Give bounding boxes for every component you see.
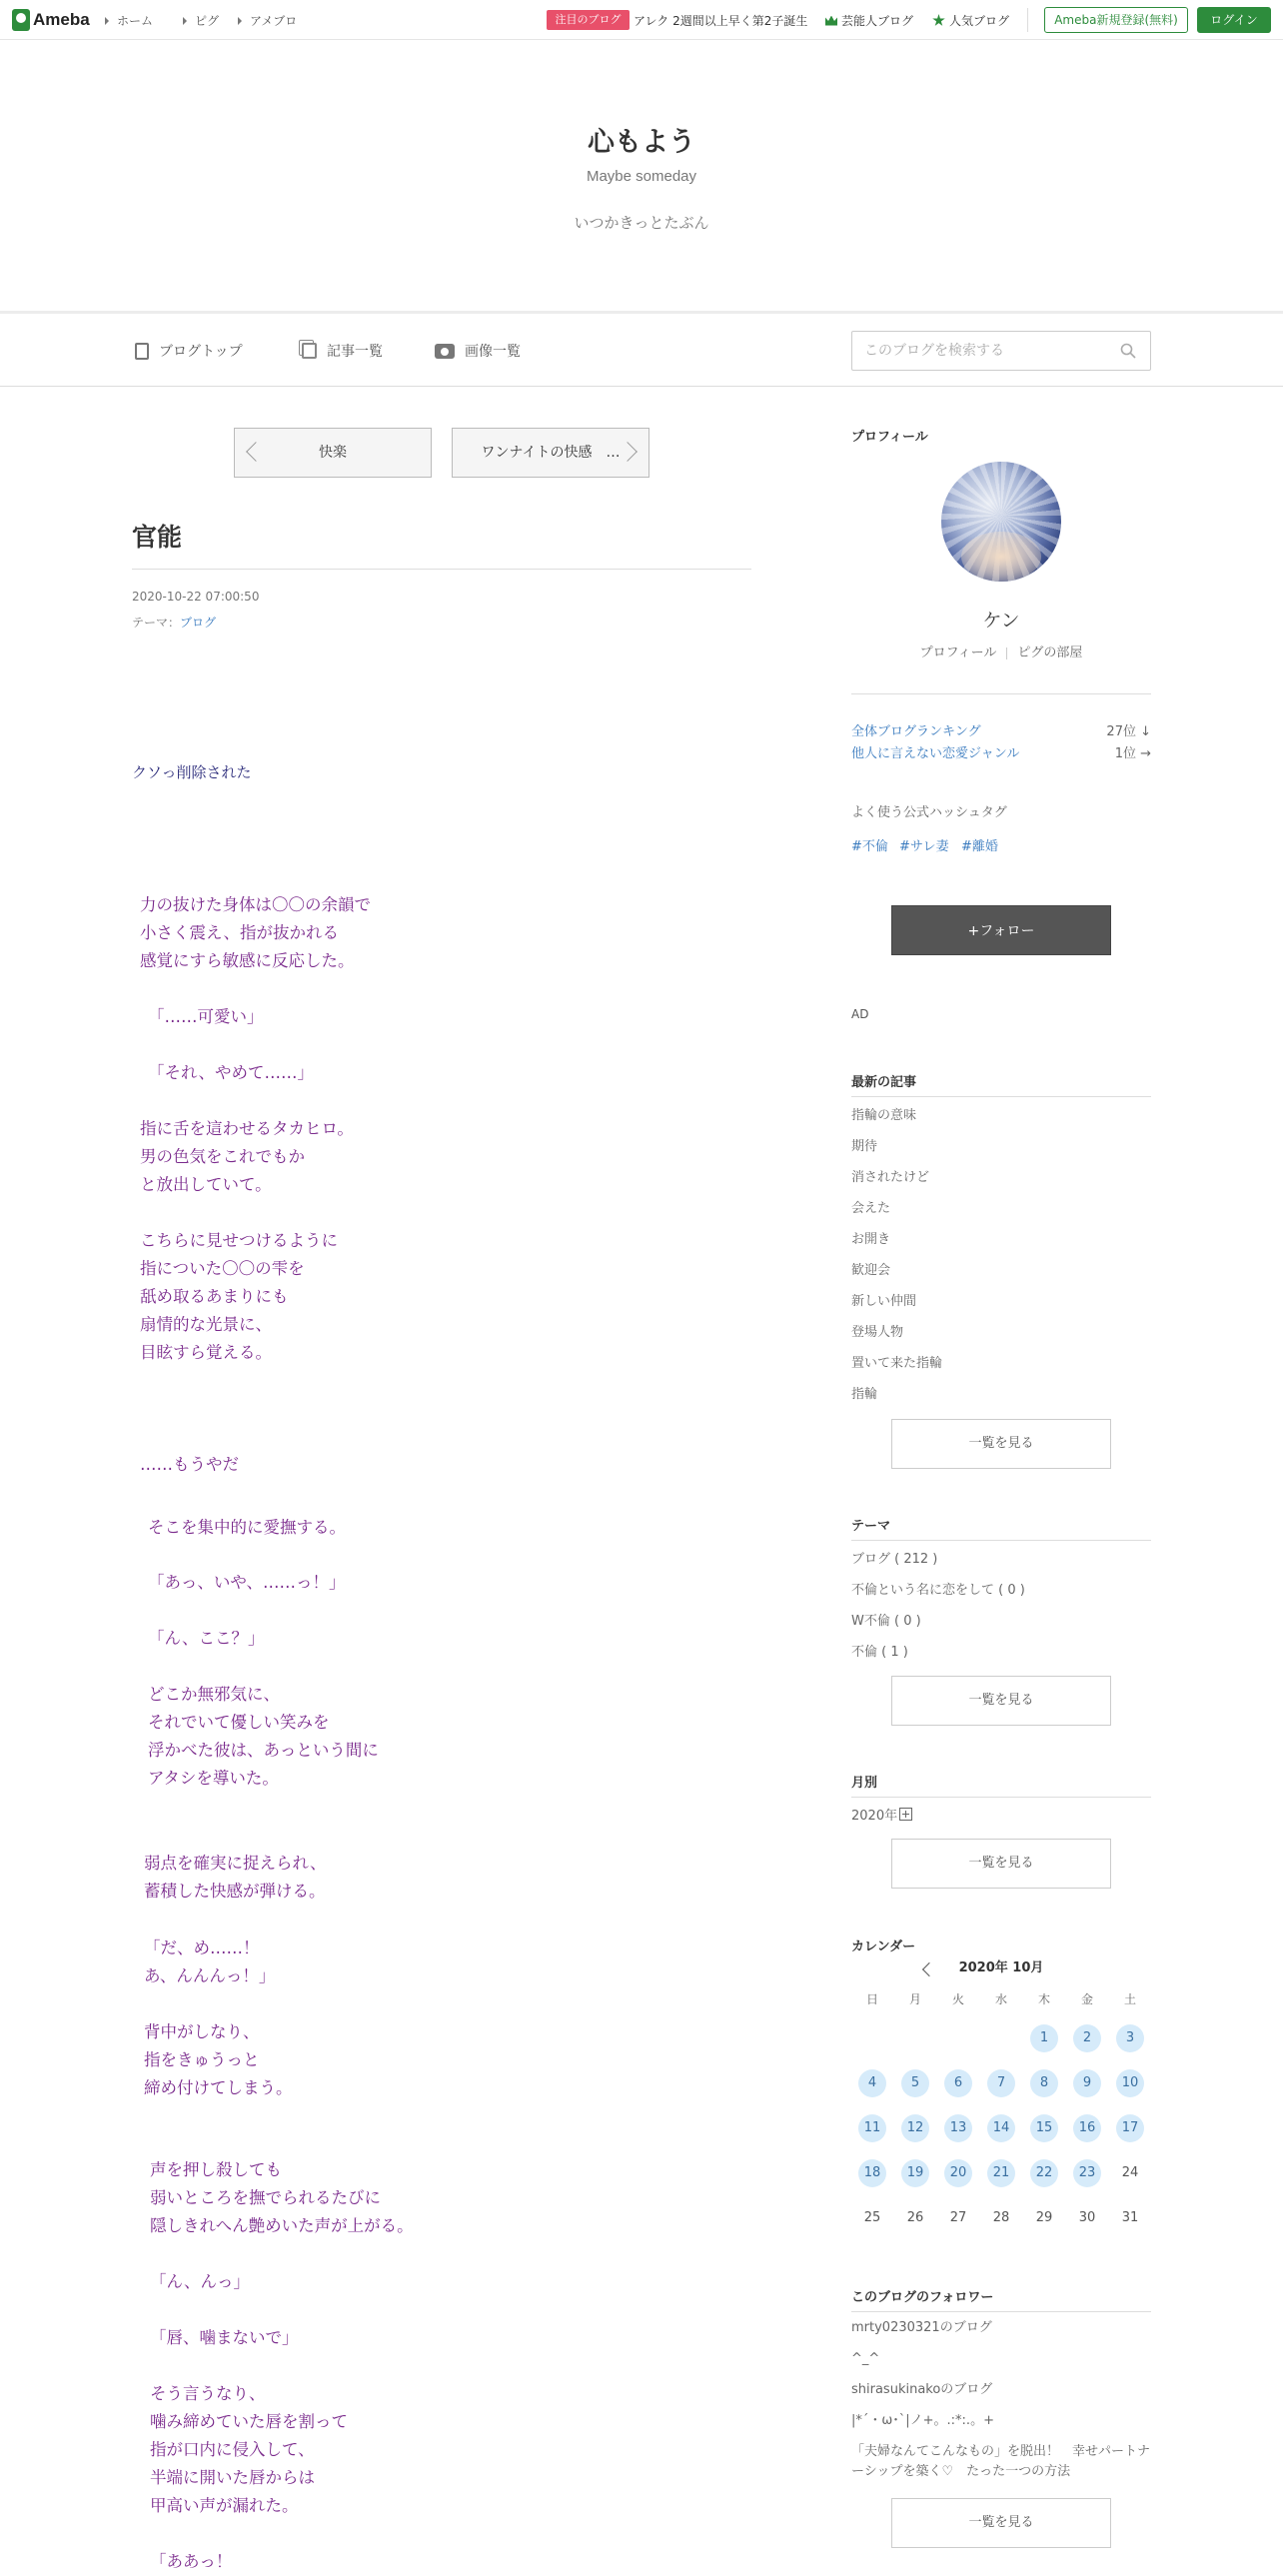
nav-ameblo-label: アメブロ — [250, 14, 298, 28]
entry-paragraph — [140, 891, 371, 975]
calendar-weekday: 火 — [951, 1992, 964, 2006]
entry-line: そう言うなり、 — [150, 2384, 266, 2403]
ranking-value: 27位 ↓ — [1106, 724, 1151, 739]
profile-links — [851, 642, 1151, 660]
entry-paragraph — [144, 1934, 275, 1990]
latest-entry-link[interactable]: 消されたけど — [851, 1170, 930, 1185]
ranking-label: 他人に言えない恋愛ジャンル — [851, 746, 1020, 761]
hot-blog-badge: 注目のブログ — [547, 10, 630, 30]
signup-button[interactable]: Ameba新規登録(無料) — [1044, 7, 1188, 33]
follower-item[interactable]: ^_^ — [851, 2351, 880, 2366]
theme-see-all-button[interactable]: 一覧を見る — [891, 1676, 1111, 1726]
ranking-overall[interactable] — [851, 720, 1151, 739]
month-year-label: 2020年 — [851, 1809, 898, 1824]
calendar-day[interactable]: 20 — [944, 2159, 972, 2187]
entry-paragraph — [148, 1514, 346, 1542]
separator — [1006, 647, 1007, 659]
calendar-day[interactable]: 4 — [858, 2069, 886, 2097]
entry-line: どこか無邪気に、 — [148, 1685, 280, 1704]
calendar-day[interactable]: 1 — [1030, 2024, 1058, 2052]
latest-entry-link[interactable]: 指輪の意味 — [851, 1108, 917, 1123]
entry-paragraph — [148, 1059, 314, 1087]
deleted-notice: クソっ削除された — [132, 763, 252, 781]
entry-line: 甲高い声が漏れた。 — [150, 2496, 299, 2515]
entry-line: 「……可愛い」 — [148, 1007, 264, 1026]
latest-entry-link[interactable]: 指輪 — [851, 1387, 878, 1402]
latest-entry-link[interactable]: 置いて来た指輪 — [851, 1356, 943, 1371]
calendar-day: 31 — [1121, 2210, 1139, 2225]
pig-room-link[interactable]: ピグの部屋 — [1017, 645, 1083, 660]
divider — [851, 1797, 1151, 1798]
nav-home[interactable] — [105, 12, 153, 29]
entry-paragraph — [150, 2380, 348, 2520]
hashtag-link[interactable]: #不倫 — [851, 839, 888, 854]
avatar-highlight — [961, 532, 1041, 582]
entry-line: と放出していて。 — [140, 1175, 272, 1194]
hashtag-link[interactable]: #サレ妻 — [899, 839, 949, 854]
entry-line: 感覚にすら敏感に反応した。 — [140, 951, 355, 970]
calendar-day[interactable]: 23 — [1073, 2159, 1101, 2187]
copy-icon — [302, 343, 317, 359]
entry-paragraph — [148, 1625, 265, 1653]
profile-heading: プロフィール — [851, 430, 928, 445]
next-entry-label: ワンナイトの快感 … — [481, 445, 621, 461]
ameba-mascot-icon — [12, 9, 30, 31]
theme-link[interactable]: W不倫 ( 0 ) — [851, 1614, 921, 1629]
profile-link[interactable]: プロフィール — [919, 645, 997, 660]
entry-line: 小さく震え、指が抜かれる — [140, 923, 339, 942]
calendar-day[interactable]: 7 — [987, 2069, 1015, 2097]
profile-name[interactable]: ケン — [982, 610, 1020, 632]
blog-nav — [0, 317, 1283, 387]
star-icon — [932, 14, 945, 27]
entry-line: 舐め取るあまりにも — [140, 1287, 289, 1306]
entry-paragraph — [150, 2324, 299, 2352]
calendar-day[interactable]: 16 — [1073, 2114, 1101, 2142]
popular-blog-link[interactable] — [932, 12, 1009, 29]
popular-blog-label: 人気ブログ — [949, 14, 1010, 28]
document-icon — [135, 343, 149, 360]
title-divider — [132, 569, 751, 570]
calendar-day: 24 — [1121, 2165, 1139, 2180]
entry-line: 指に舌を這わせるタカヒロ。 — [140, 1119, 354, 1138]
entry-list-label: 記事一覧 — [327, 344, 383, 360]
camera-icon — [435, 344, 455, 359]
followers-see-all-button[interactable]: 一覧を見る — [891, 2498, 1111, 2548]
login-button[interactable]: ログイン — [1197, 7, 1271, 33]
blog-top-link[interactable] — [135, 341, 243, 361]
latest-entry-link[interactable]: 会えた — [851, 1201, 891, 1216]
divider — [851, 1540, 1151, 1541]
latest-entry-link[interactable]: 登場人物 — [851, 1325, 904, 1340]
entry-paragraph — [140, 1227, 338, 1367]
blog-subtitle: Maybe someday — [586, 168, 697, 185]
calendar-day[interactable]: 6 — [944, 2069, 972, 2097]
ad-label: AD — [851, 1007, 869, 1021]
hot-blog-link[interactable]: アレク 2週間以上早く第2子誕生 — [634, 14, 808, 28]
ranking-value: 1位 → — [1114, 746, 1151, 761]
blog-search — [851, 331, 1151, 371]
entry-paragraph — [148, 1003, 264, 1031]
latest-heading: 最新の記事 — [851, 1075, 917, 1090]
entry-line: 締め付けてしまう。 — [144, 2078, 293, 2097]
theme-link[interactable]: 不倫という名に恋をして ( 0 ) — [851, 1583, 1025, 1598]
hashtag-heading: よく使う公式ハッシュタグ — [851, 805, 1007, 820]
nav-home-label: ホーム — [117, 14, 154, 28]
divider — [851, 1096, 1151, 1097]
calendar-day: 29 — [1035, 2210, 1053, 2225]
entry-line: 男の色気をこれでもか — [140, 1147, 305, 1166]
entry-line: 「ん、ここ？」 — [148, 1629, 265, 1648]
logo-text: Ameba — [33, 10, 90, 29]
theme-label: テーマ： — [132, 616, 181, 630]
entry-paragraph — [140, 1451, 239, 1479]
calendar-weekday: 土 — [1123, 1992, 1136, 2006]
calendar-day[interactable]: 8 — [1030, 2069, 1058, 2097]
entry-paragraph — [144, 2018, 293, 2102]
entry-line: あ、んんんっ！」 — [144, 1966, 276, 1985]
divider — [851, 693, 1151, 694]
entry-line: 指が口内に侵入して、 — [150, 2440, 315, 2459]
image-list-label: 画像一覧 — [465, 344, 521, 360]
calendar-weekday: 水 — [994, 1992, 1007, 2006]
entry-line: ……もうやだ — [140, 1455, 239, 1474]
entry-date: 2020-10-22 07:00:50 — [132, 590, 260, 604]
latest-entry-link[interactable]: 歓迎会 — [851, 1263, 891, 1278]
calendar-weekday: 日 — [865, 1992, 878, 2006]
entry-paragraph — [148, 1569, 346, 1597]
calendar-day[interactable]: 17 — [1116, 2114, 1144, 2142]
expand-plus-icon[interactable] — [899, 1808, 912, 1821]
entry-paragraph — [150, 2268, 250, 2296]
entry-line: 蓄積した快感が弾ける。 — [144, 1882, 326, 1901]
entry-paragraph — [148, 1681, 379, 1793]
entry-line: 「それ、やめて……」 — [148, 1063, 314, 1082]
entry-line: 「だ、め……！ — [144, 1938, 260, 1957]
calendar-day[interactable]: 12 — [901, 2114, 929, 2142]
latest-entry-link[interactable]: 期待 — [851, 1139, 878, 1154]
calendar-day[interactable]: 15 — [1030, 2114, 1058, 2142]
calendar-day[interactable]: 2 — [1073, 2024, 1101, 2052]
chevron-right-icon — [618, 442, 638, 462]
calendar-day: 26 — [906, 2210, 924, 2225]
calendar-day[interactable]: 22 — [1030, 2159, 1058, 2187]
entry-title[interactable]: 官能 — [132, 523, 183, 552]
entry-line: 背中がしなり、 — [144, 2022, 260, 2041]
global-header — [0, 0, 1283, 40]
calendar-day[interactable]: 18 — [858, 2159, 886, 2187]
entry-paragraph — [150, 2548, 232, 2576]
blog-title[interactable]: 心もよう — [588, 127, 695, 158]
follower-item[interactable]: mrty0230321のブログ — [851, 2320, 992, 2335]
nav-ameblo[interactable] — [238, 12, 297, 29]
next-entry-button[interactable] — [452, 428, 649, 478]
entry-paragraph — [150, 2156, 414, 2240]
celebrity-blog-label: 芸能人ブログ — [841, 14, 914, 28]
calendar-title: 2020年 10月 — [958, 1960, 1044, 1975]
monthly-heading: 月別 — [851, 1776, 878, 1791]
calendar-day[interactable]: 10 — [1116, 2069, 1144, 2097]
calendar-weekday: 月 — [908, 1992, 921, 2006]
nav-pigg-label: ピグ — [195, 14, 220, 28]
entry-line: 半端に開いた唇からは — [150, 2468, 315, 2487]
calendar-day[interactable]: 21 — [987, 2159, 1015, 2187]
divider — [1027, 8, 1028, 32]
triangle-right-icon — [183, 17, 187, 25]
search-icon[interactable] — [1120, 343, 1136, 359]
theme-link[interactable]: ブログ ( 212 ) — [851, 1552, 938, 1567]
entry-line: それでいて優しい笑みを — [148, 1713, 330, 1732]
entry-line: 浮かべた彼は、あっという間に — [148, 1741, 379, 1760]
entry-line: 弱いところを撫でられるたびに — [150, 2188, 381, 2207]
calendar-day[interactable]: 11 — [858, 2114, 886, 2142]
nav-pigg[interactable] — [183, 12, 219, 29]
calendar-heading: カレンダー — [851, 1939, 916, 1954]
entry-line: 扇情的な光景に、 — [140, 1315, 272, 1334]
blog-header — [0, 40, 1283, 314]
blog-top-label: ブログトップ — [159, 344, 243, 360]
latest-entry-link[interactable]: 新しい仲間 — [851, 1294, 917, 1309]
blog-description: いつかきっとたぶん — [574, 214, 709, 232]
theme-heading: テーマ — [851, 1519, 891, 1534]
entry-theme — [132, 614, 216, 631]
entry-line: 指をきゅうっと — [144, 2050, 260, 2069]
theme-link[interactable]: ブログ — [180, 616, 217, 630]
followers-heading: このブログのフォロワー — [851, 2290, 994, 2305]
prev-entry-button[interactable] — [234, 428, 432, 478]
crown-icon — [825, 16, 837, 26]
entry-list-link[interactable] — [302, 341, 383, 361]
chevron-left-icon — [246, 442, 266, 462]
hashtag-link[interactable]: #離婚 — [961, 839, 998, 854]
image-list-link[interactable] — [435, 341, 521, 361]
entry-line: こちらに見せつけるように — [140, 1231, 338, 1250]
calendar-day[interactable]: 13 — [944, 2114, 972, 2142]
entry-line: 隠しきれへん艶めいた声が上がる。 — [150, 2216, 414, 2235]
latest-entry-link[interactable]: お開き — [851, 1232, 891, 1247]
calendar-day: 28 — [992, 2210, 1010, 2225]
calendar-day[interactable]: 19 — [901, 2159, 929, 2187]
entry-line: 「あっ、いや、……っ！」 — [148, 1573, 346, 1592]
follower-item[interactable]: 「夫婦なんてこんなもの」を脱出！ 幸せパートナーシップを築く♡ たった一つの方法 — [851, 2444, 1151, 2479]
calendar-day: 27 — [949, 2210, 967, 2225]
entry-line: 力の抜けた身体は〇〇の余韻で — [140, 895, 371, 914]
follower-item[interactable]: |*´・ω･`|ノ+。.:*:.。+ — [851, 2413, 994, 2428]
calendar-weekday: 木 — [1037, 1992, 1050, 2006]
calendar-day[interactable]: 3 — [1116, 2024, 1144, 2052]
entry-paragraph — [144, 1850, 327, 1906]
entry-line: 「ん、んっ」 — [150, 2272, 250, 2291]
calendar-day[interactable]: 14 — [987, 2114, 1015, 2142]
theme-link[interactable]: 不倫 ( 1 ) — [851, 1645, 908, 1660]
entry-line: 声を押し殺しても — [150, 2160, 282, 2179]
triangle-right-icon — [105, 17, 109, 25]
entry-line: 弱点を確実に捉えられ、 — [144, 1854, 327, 1873]
entry-line: 「ああっ！ — [150, 2552, 233, 2571]
celebrity-blog-link[interactable] — [825, 12, 913, 29]
ranking-label: 全体ブログランキング — [851, 724, 981, 739]
divider — [851, 2311, 1151, 2312]
calendar-day[interactable]: 9 — [1073, 2069, 1101, 2097]
search-input[interactable] — [852, 332, 1102, 370]
triangle-right-icon — [238, 17, 242, 25]
entry-line: アタシを導いた。 — [148, 1769, 279, 1788]
entry-paragraph — [140, 1115, 354, 1199]
prev-entry-label: 快楽 — [319, 445, 347, 461]
calendar-day: 25 — [863, 2210, 881, 2225]
latest-see-all-button[interactable]: 一覧を見る — [891, 1419, 1111, 1469]
entry-line: 噛み締めていた唇を割って — [150, 2412, 348, 2431]
entry-line: 指についた〇〇の雫を — [140, 1259, 305, 1278]
avatar[interactable] — [941, 462, 1061, 582]
calendar-day: 30 — [1078, 2210, 1096, 2225]
ranking-genre[interactable] — [851, 742, 1151, 761]
month-2020[interactable] — [851, 1805, 912, 1824]
ameba-logo[interactable] — [12, 8, 90, 32]
entry-line: そこを集中的に愛撫する。 — [148, 1518, 346, 1537]
calendar-day[interactable]: 5 — [901, 2069, 929, 2097]
calendar-weekday: 金 — [1080, 1992, 1093, 2006]
entry-line: 目眩すら覚える。 — [140, 1343, 272, 1362]
follow-button[interactable]: +フォロー — [891, 905, 1111, 955]
follower-item[interactable]: shirasukinakoのブログ — [851, 2382, 993, 2397]
entry-line: 「唇、噛まないで」 — [150, 2328, 299, 2347]
monthly-see-all-button[interactable]: 一覧を見る — [891, 1839, 1111, 1889]
